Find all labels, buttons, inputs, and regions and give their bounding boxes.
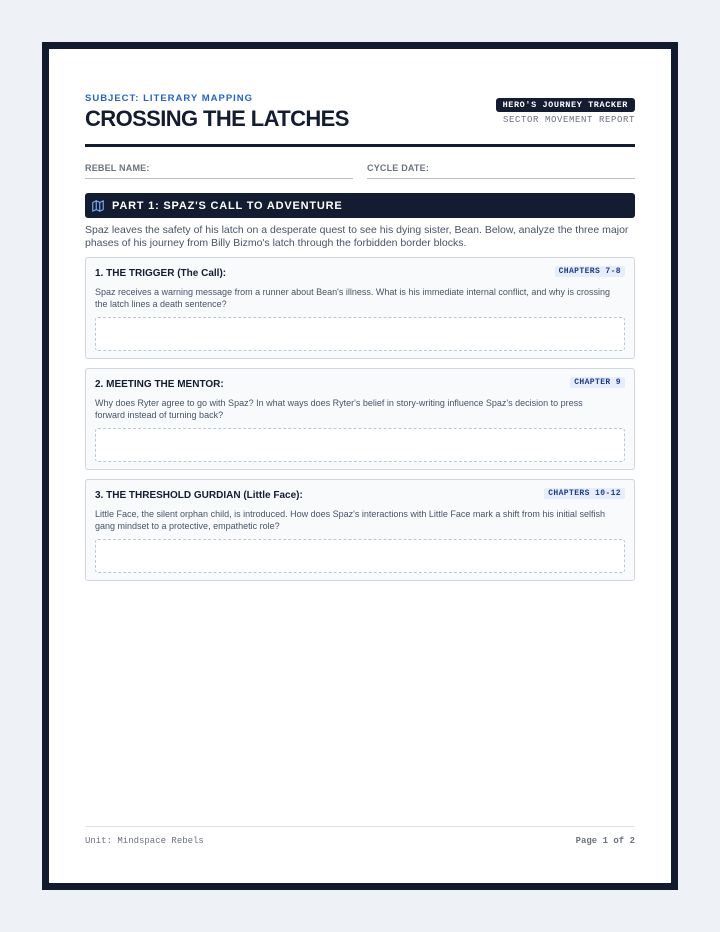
part-banner (85, 193, 635, 218)
question-card-1 (85, 257, 635, 359)
page-number: Page 1 of 2 (575, 836, 635, 846)
question-text: Spaz receives a warning message from a runner about Bean's illness. What is his immediate internal conflict, and why is crossing the latch lines a death sentence? (95, 287, 610, 309)
cycle-date-label: CYCLE DATE: (367, 163, 430, 173)
question-text: Why does Ryter agree to go with Spaz? In what ways does Ryter's belief in story-writing influence Spaz's decision to press forward instead of turning back? (95, 398, 583, 420)
page-title: CROSSING THE LATCHES (85, 106, 349, 131)
tracker-badge: HERO'S JOURNEY TRACKER (496, 98, 635, 112)
question-text: Little Face, the silent orphan child, is introduced. How does Spaz's interactions with Little Face mark a shift from his initial selfish gang mindset to a protective, empathetic role? (95, 509, 605, 531)
map-icon (91, 199, 105, 213)
part-intro: Spaz leaves the safety of his latch on a desperate quest to see his dying sister, Bean. Below, analyze the three major phases of his journey from Billy Bizmo's latch through the forbidden border blocks. (85, 224, 629, 249)
part-title: PART 1: SPAZ'S CALL TO ADVENTURE (112, 199, 343, 212)
chapter-badge: CHAPTER 9 (570, 377, 625, 388)
question-title: 3. THE THRESHOLD GURDIAN (Little Face): (95, 490, 303, 501)
rebel-name-label: REBEL NAME: (85, 163, 150, 173)
question-title: 2. MEETING THE MENTOR: (95, 379, 224, 390)
report-subtitle: SECTOR MOVEMENT REPORT (502, 115, 635, 125)
cycle-date-field[interactable] (367, 163, 635, 179)
answer-box[interactable] (95, 317, 625, 351)
header-divider (85, 144, 635, 147)
worksheet-page (49, 49, 671, 883)
footer-unit: Unit: Mindspace Rebels (85, 836, 204, 846)
chapter-badge: CHAPTERS 7-8 (555, 266, 625, 277)
question-card-2 (85, 368, 635, 470)
chapter-badge: CHAPTERS 10-12 (544, 488, 625, 499)
answer-box[interactable] (95, 539, 625, 573)
rebel-name-field[interactable] (85, 163, 353, 179)
footer-divider (85, 826, 635, 827)
question-card-3 (85, 479, 635, 581)
answer-box[interactable] (95, 428, 625, 462)
subject-label: SUBJECT: LITERARY MAPPING (85, 93, 254, 104)
question-title: 1. THE TRIGGER (The Call): (95, 268, 227, 279)
